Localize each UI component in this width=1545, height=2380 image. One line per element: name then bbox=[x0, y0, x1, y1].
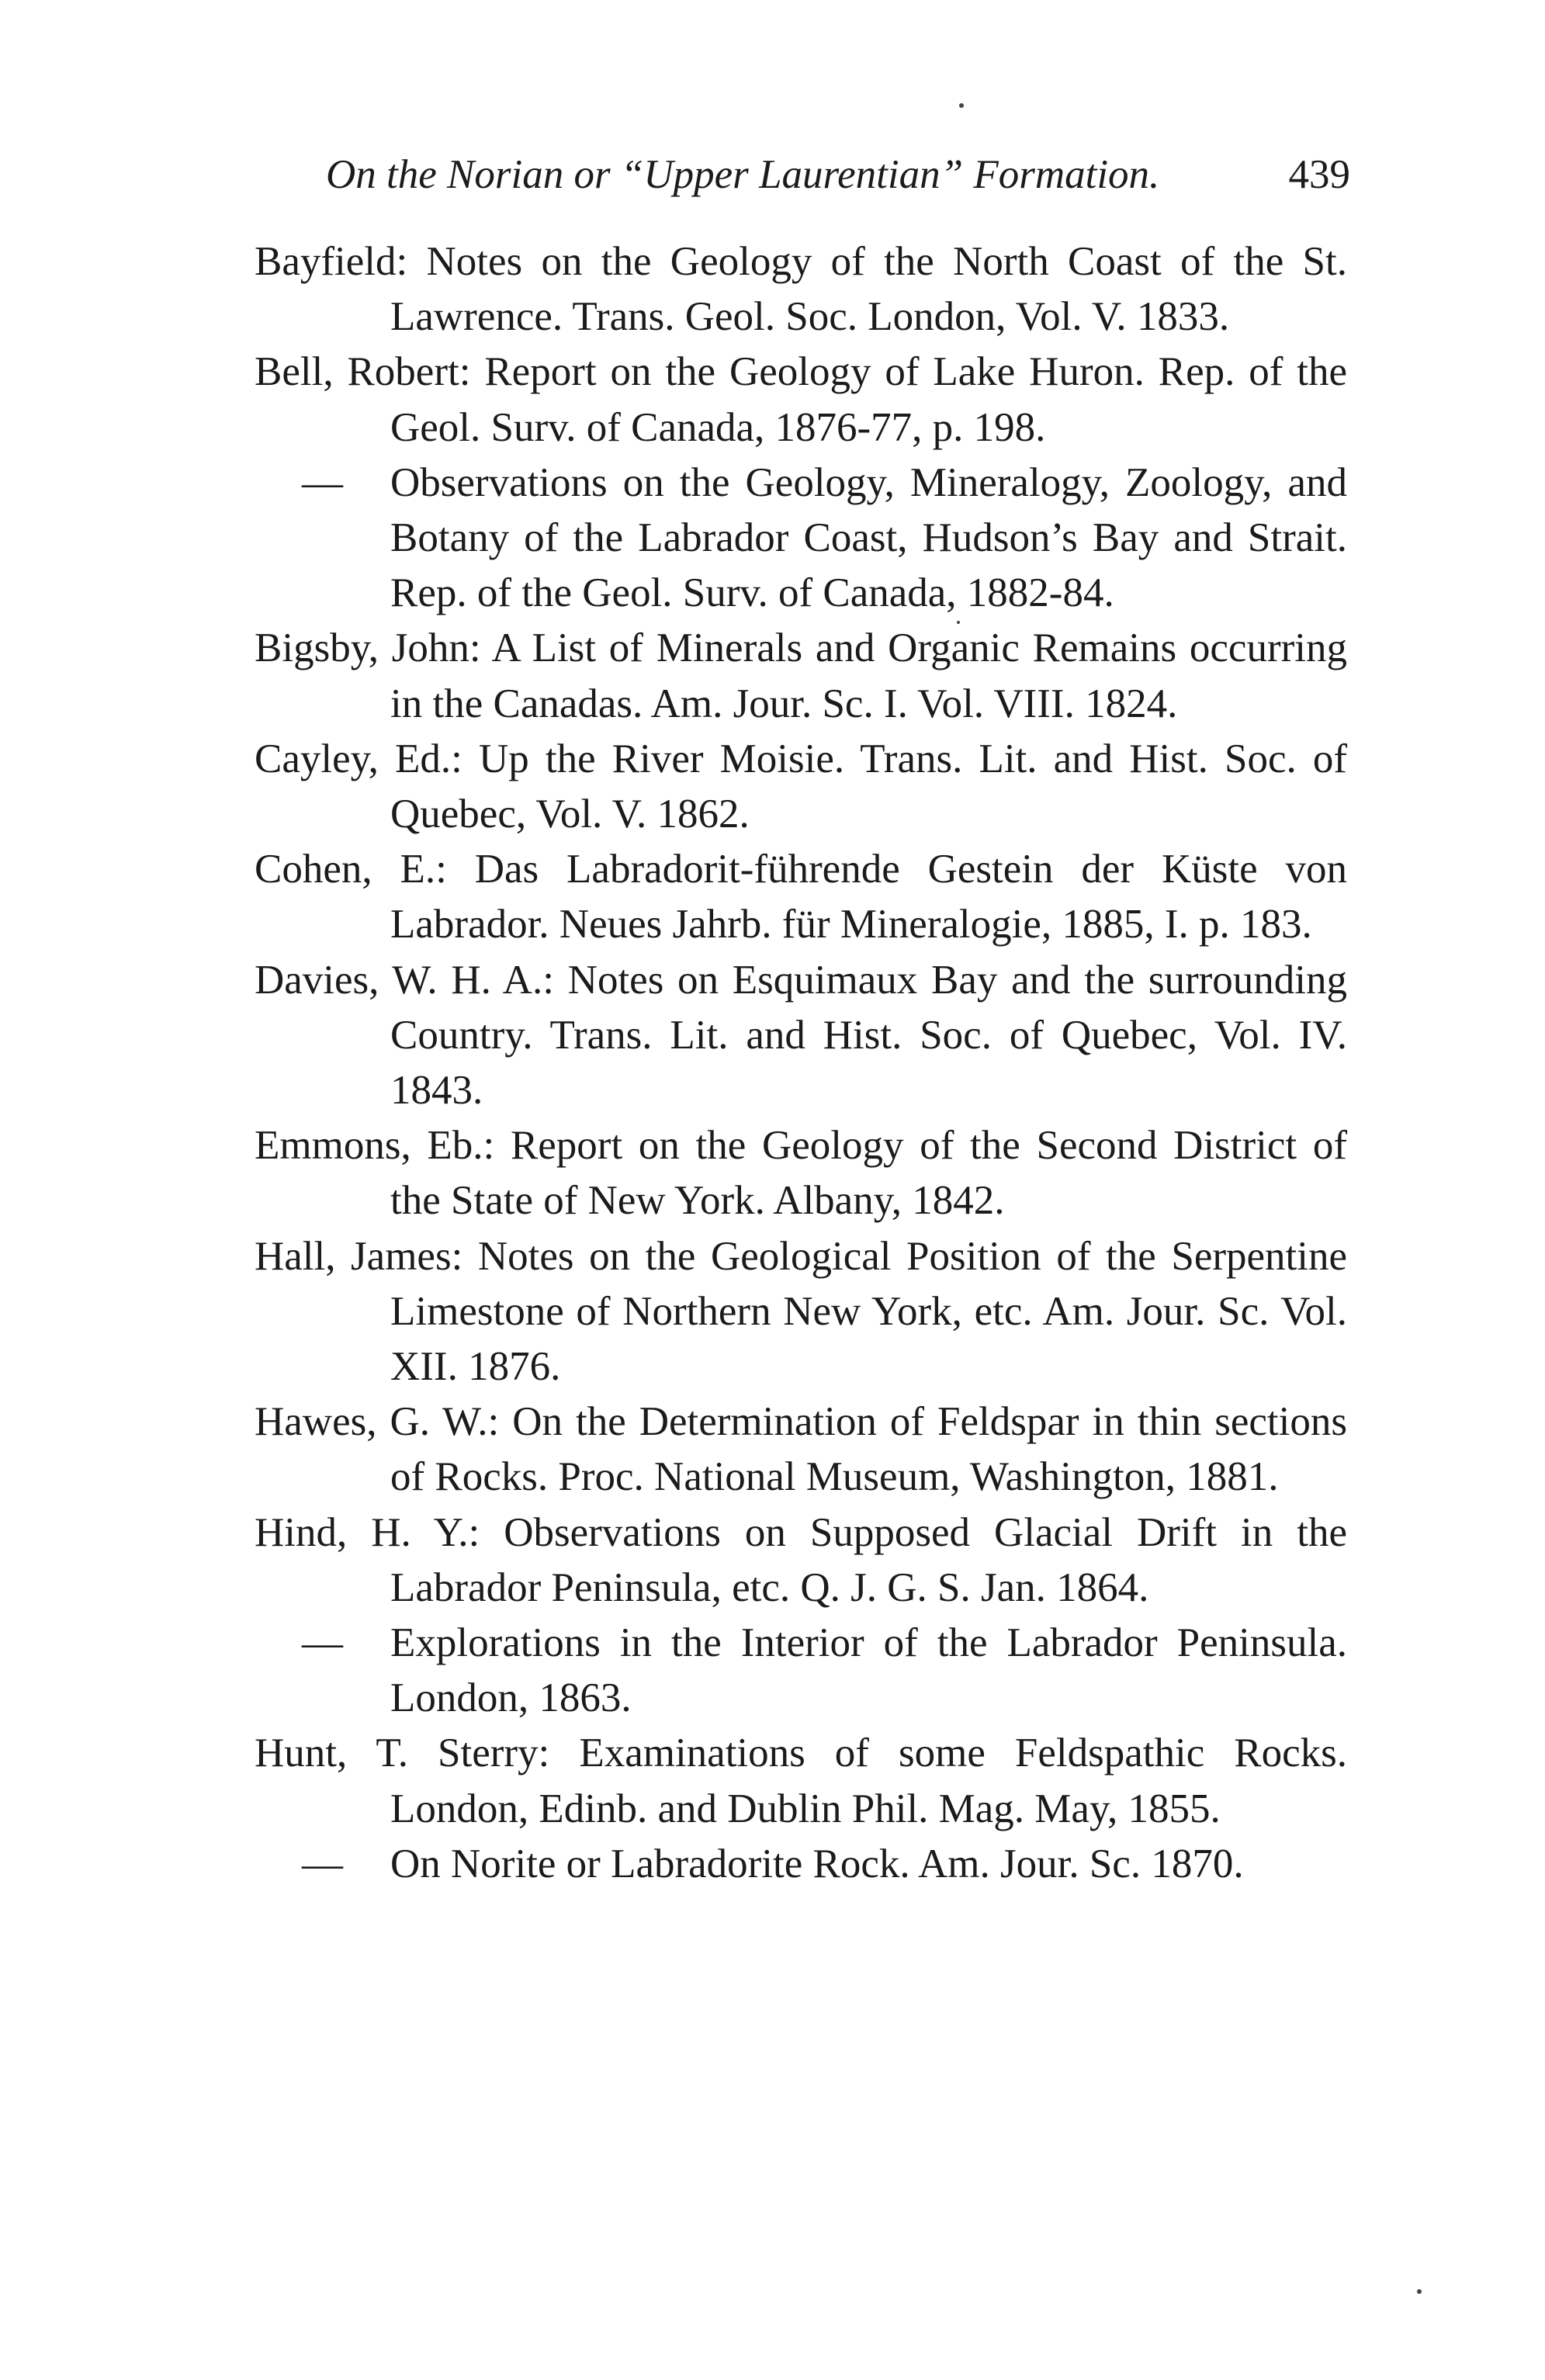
bibliography-entry bbox=[255, 1726, 1347, 1836]
bibliography-entry bbox=[255, 621, 1347, 731]
entry-text: Up the River Moisie. Trans. Lit. and Hist. Soc. of Quebec, Vol. V. 1862. bbox=[390, 736, 1348, 837]
entry-author: Hunt, T. Sterry: bbox=[255, 1730, 550, 1776]
scan-speck bbox=[1417, 2289, 1422, 2294]
entry-author: Emmons, Eb.: bbox=[255, 1123, 495, 1169]
page-number: 439 bbox=[1288, 152, 1350, 197]
bibliography-list bbox=[255, 234, 1347, 1892]
running-title: On the Norian or “Upper Laurentian” Formation. bbox=[326, 152, 1160, 197]
entry-author: Davies, W. H. A.: bbox=[255, 957, 554, 1003]
entry-text: Das Labradorit-führende Gestein der Küste von Labrador. Neues Jahrb. für Mineralogie, 1885, I. p. 183. bbox=[390, 847, 1347, 947]
entry-text: Observations on the Geology, Mineralogy, Zoology, and Botany of the Labrador Coast, Hudson’s Bay and Strait. Rep. of the Geol. Surv. of Canada, 1882-84. bbox=[390, 459, 1347, 616]
bibliography-entry bbox=[255, 1616, 1347, 1726]
entry-text: On Norite or Labradorite Rock. Am. Jour. Sc. 1870. bbox=[390, 1841, 1244, 1886]
bibliography-entry bbox=[255, 1118, 1347, 1228]
bibliography-entry bbox=[255, 1837, 1347, 1892]
entry-author: Hawes, G. W.: bbox=[255, 1399, 500, 1445]
ditto-dash: — bbox=[302, 1841, 343, 1886]
entry-author: Bell, Robert: bbox=[255, 349, 471, 395]
bibliography-entry bbox=[255, 842, 1347, 952]
bibliography-entry bbox=[255, 953, 1347, 1119]
entry-text: Explorations in the Interior of the Labrador Peninsula. London, 1863. bbox=[390, 1620, 1347, 1721]
scan-speck bbox=[957, 621, 960, 624]
page-header bbox=[326, 147, 1350, 202]
entry-author: Hall, James: bbox=[255, 1233, 463, 1279]
bibliography-entry bbox=[255, 732, 1347, 842]
entry-author: Bayfield: bbox=[255, 239, 408, 284]
entry-text: Report on the Geology of Lake Huron. Rep. of the Geol. Surv. of Canada, 1876-77, p. 198. bbox=[390, 349, 1348, 450]
entry-author: Cayley, Ed.: bbox=[255, 736, 462, 781]
entry-author: Cohen, E.: bbox=[255, 847, 447, 892]
entry-text: Observations on Supposed Glacial Drift in the Labrador Peninsula, etc. Q. J. G. S. Jan. 1864. bbox=[390, 1509, 1347, 1610]
bibliography-entry bbox=[255, 456, 1347, 622]
entry-text: On the Determination of Feldspar in thin sections of Rocks. Proc. National Museum, Washington, 1881. bbox=[390, 1399, 1347, 1500]
entry-text: Notes on the Geology of the North Coast of the St. Lawrence. Trans. Geol. Soc. London, Vol. V. 1833. bbox=[390, 239, 1348, 340]
scan-speck bbox=[959, 103, 964, 108]
entry-text: Examinations of some Feldspathic Rocks. London, Edinb. and Dublin Phil. Mag. May, 1855. bbox=[390, 1730, 1348, 1831]
bibliography-entry bbox=[255, 1394, 1347, 1505]
entry-text: A List of Minerals and Organic Remains occurring in the Canadas. Am. Jour. Sc. I. Vol. VIII. 1824. bbox=[390, 625, 1347, 726]
bibliography-entry bbox=[255, 1229, 1347, 1395]
bibliography-entry bbox=[255, 234, 1347, 345]
entry-author: Bigsby, John: bbox=[255, 625, 481, 671]
entry-text: Notes on Esquimaux Bay and the surrounding Country. Trans. Lit. and Hist. Soc. of Quebec, Vol. IV. 1843. bbox=[390, 957, 1347, 1114]
entry-author: Hind, H. Y.: bbox=[255, 1509, 480, 1555]
bibliography-entry bbox=[255, 345, 1347, 455]
ditto-dash: — bbox=[302, 1620, 343, 1666]
entry-text: Notes on the Geological Position of the Serpentine Limestone of Northern New York, etc. Am. Jour. Sc. Vol. XII. 1876. bbox=[390, 1233, 1348, 1390]
ditto-dash: — bbox=[302, 459, 343, 505]
entry-text: Report on the Geology of the Second District of the State of New York. Albany, 1842. bbox=[390, 1123, 1347, 1224]
bibliography-entry bbox=[255, 1505, 1347, 1616]
